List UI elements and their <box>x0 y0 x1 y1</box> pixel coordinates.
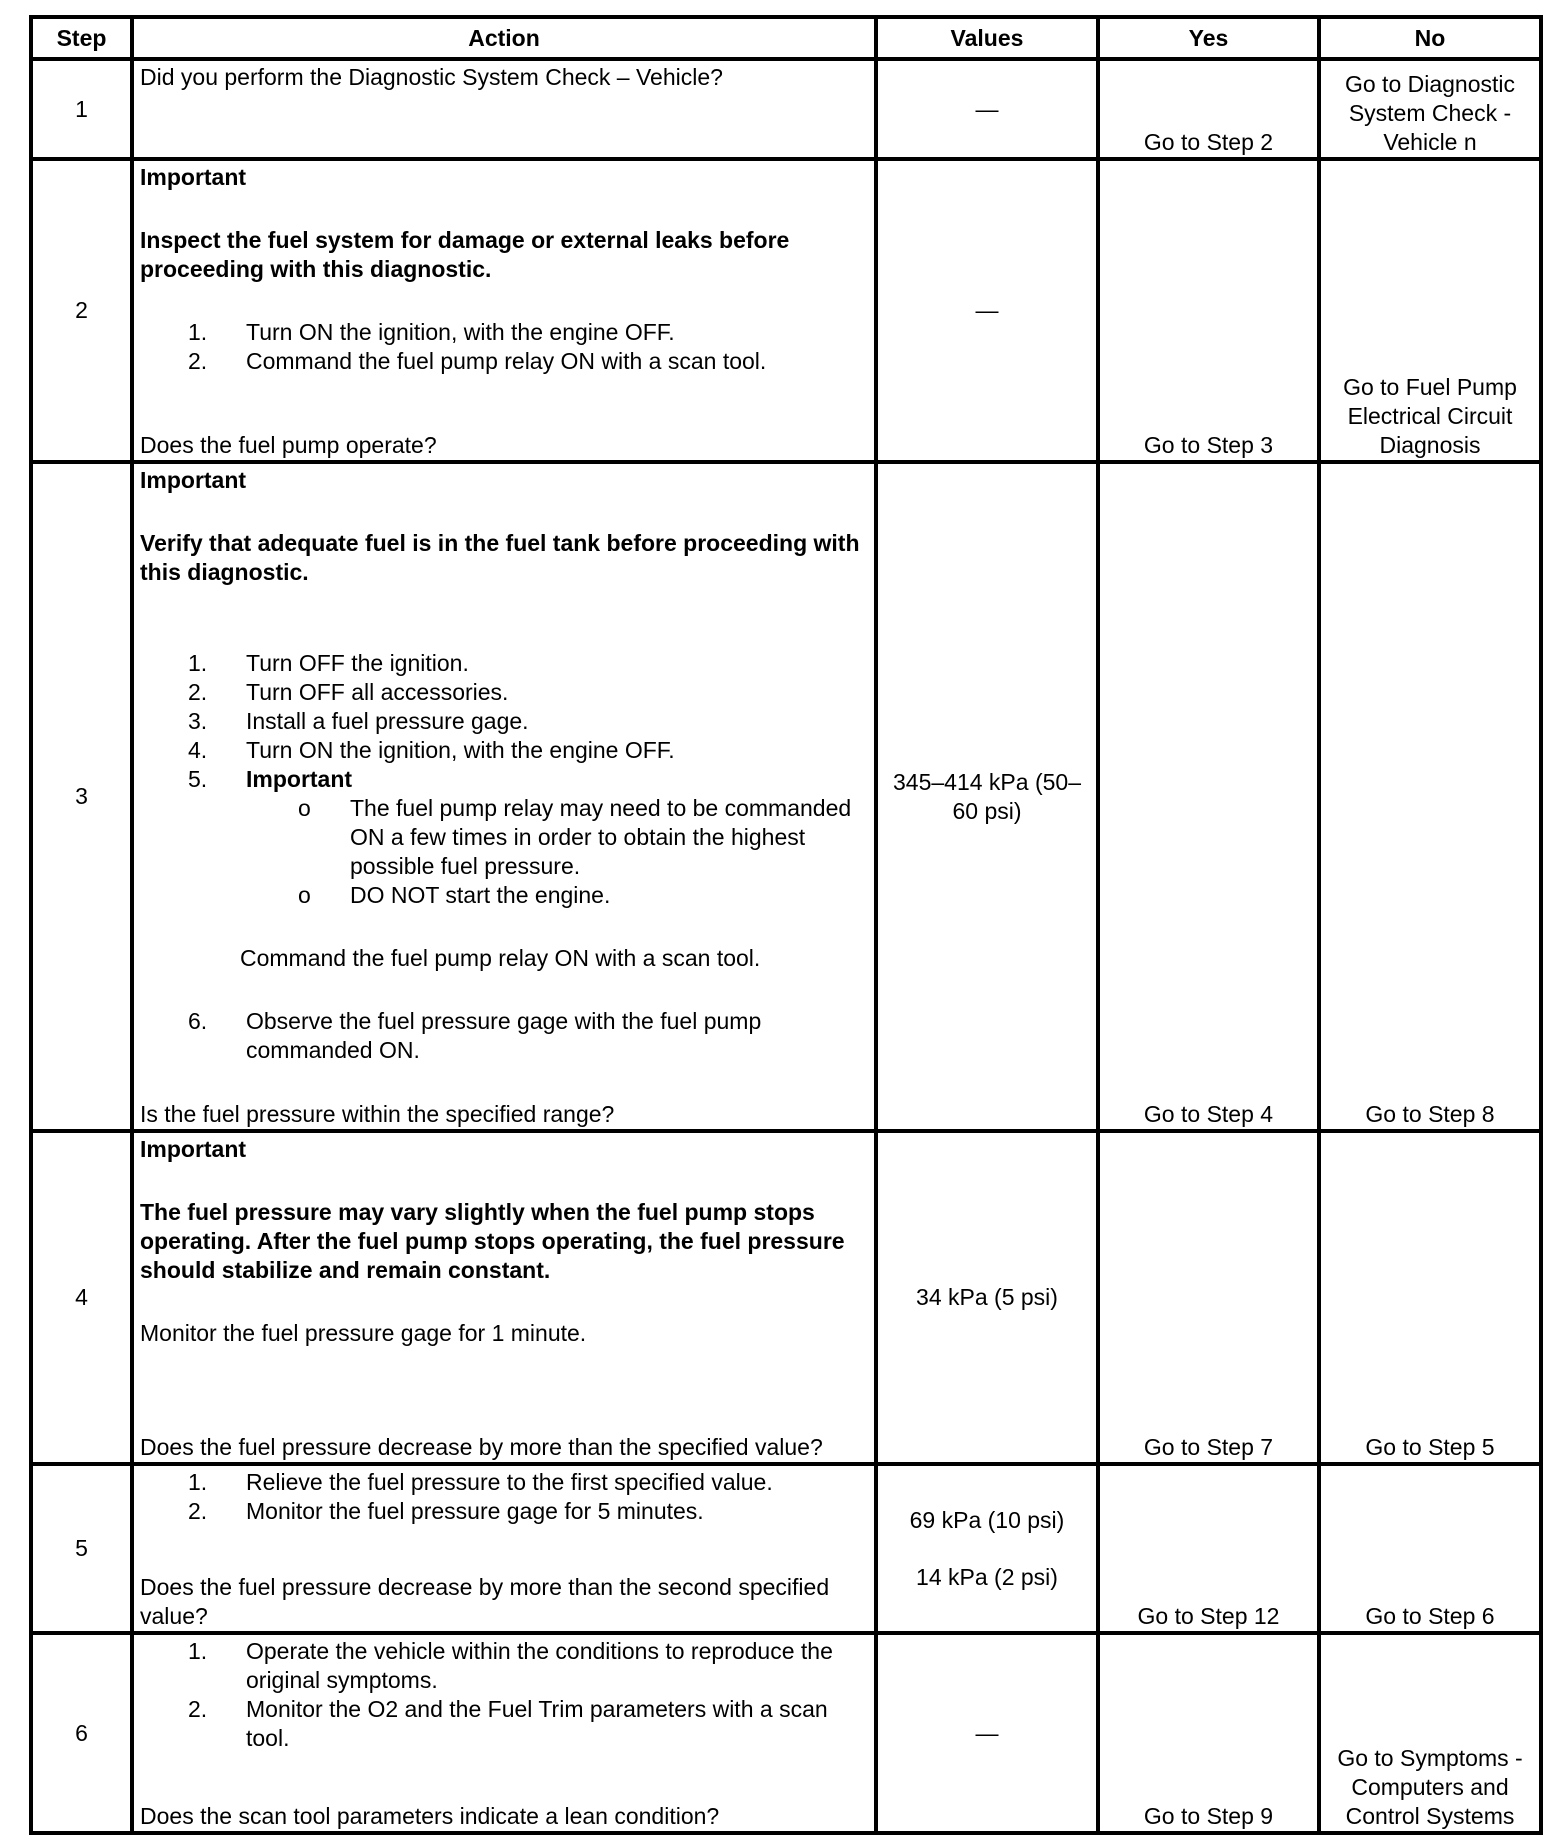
question-text: Does the fuel pump operate? <box>140 432 437 458</box>
header-action: Action <box>132 17 876 59</box>
no-cell <box>1319 59 1541 159</box>
value-text: 345–414 kPa (50–60 psi) <box>893 768 1081 824</box>
list-item <box>140 678 870 707</box>
yes-cell <box>1098 1131 1319 1464</box>
value-text: — <box>975 95 999 122</box>
list-item <box>140 1007 870 1065</box>
important-text: Inspect the fuel system for damage or external leaks before proceeding with this diagnostic. <box>140 227 790 282</box>
step-number: 6 <box>31 1633 132 1833</box>
value-text: 34 kPa (5 psi) <box>916 1284 1058 1310</box>
list-text: Observe the fuel pressure gage with the fuel pump commanded ON. <box>246 1008 762 1063</box>
step-number: 2 <box>31 159 132 462</box>
step-number: 4 <box>31 1131 132 1464</box>
yes-content <box>1100 1133 1317 1462</box>
action-content <box>134 1635 874 1831</box>
no-cell <box>1319 1131 1541 1464</box>
spacer <box>140 621 870 649</box>
yes-link[interactable]: Go to Step 7 <box>1143 1434 1274 1460</box>
table-row <box>31 1464 1541 1633</box>
spacer <box>140 284 870 318</box>
list-number: 6. <box>188 1008 208 1034</box>
values-cell <box>876 59 1098 159</box>
header-yes: Yes <box>1098 17 1319 59</box>
list-item <box>140 649 870 678</box>
list-number: 1. <box>188 1638 208 1664</box>
values-content <box>878 1133 1096 1462</box>
action-text: Command the fuel pump relay ON with a scan tool. <box>240 945 761 971</box>
spacer <box>140 910 870 944</box>
no-link[interactable]: Go to Step 6 <box>1365 1603 1495 1629</box>
yes-link[interactable]: Go to Step 2 <box>1143 129 1274 155</box>
important-text: Important <box>140 1136 247 1162</box>
yes-cell <box>1098 1633 1319 1833</box>
table-row <box>31 59 1541 159</box>
action-cell <box>132 462 876 1131</box>
values-cell <box>876 1464 1098 1633</box>
action-cell <box>132 59 876 159</box>
important-text: The fuel pressure may vary slightly when the fuel pump stops operating. After the fuel pump stops operating, the fuel pressure should stabilize and remain constant. <box>140 1199 845 1283</box>
important-text: Verify that adequate fuel is in the fuel tank before proceeding with this diagnostic. <box>140 530 860 585</box>
question-text: Does the fuel pressure decrease by more than the specified value? <box>140 1434 823 1460</box>
yes-link[interactable]: Go to Step 9 <box>1143 1803 1274 1829</box>
no-content <box>1321 1466 1539 1631</box>
question-text: Does the fuel pressure decrease by more than the second specified value? <box>140 1574 830 1629</box>
list-number: 2. <box>188 679 208 705</box>
action-cell <box>132 159 876 462</box>
action-text: Monitor the fuel pressure gage for 1 minute. <box>140 1320 587 1346</box>
list-item <box>140 1637 870 1695</box>
value-text: — <box>975 297 999 323</box>
action-content <box>134 1466 874 1631</box>
list-item <box>140 765 870 794</box>
list-item <box>140 1695 870 1753</box>
question-text: Did you perform the Diagnostic System Check – Vehicle? <box>140 64 723 90</box>
list-number: 2. <box>188 1498 208 1524</box>
values-content <box>878 464 1096 1129</box>
important-text: Important <box>140 164 247 190</box>
list-number: 2. <box>188 348 208 374</box>
spacer <box>140 973 870 1007</box>
action-content <box>134 161 874 460</box>
list-text: Turn OFF all accessories. <box>246 679 509 705</box>
no-link[interactable]: Go to Step 8 <box>1365 1101 1495 1127</box>
list-text: DO NOT start the engine. <box>350 882 611 908</box>
list-text: Turn ON the ignition, with the engine OFF. <box>246 737 675 763</box>
list-item <box>140 707 870 736</box>
value-text: — <box>975 1719 999 1746</box>
list-item <box>140 1468 870 1497</box>
action-cell <box>132 1464 876 1633</box>
question-text: Is the fuel pressure within the specified range? <box>140 1101 615 1127</box>
values-cell <box>876 462 1098 1131</box>
list-number: 1. <box>188 319 208 345</box>
list-text: Monitor the fuel pressure gage for 5 minutes. <box>246 1498 704 1524</box>
yes-link[interactable]: Go to Step 4 <box>1143 1101 1274 1127</box>
values-cell <box>876 1131 1098 1464</box>
yes-link[interactable]: Go to Step 3 <box>1143 432 1274 458</box>
no-content <box>1321 1133 1539 1462</box>
list-item <box>140 347 870 376</box>
spacer <box>140 1164 870 1198</box>
action-content <box>134 1133 874 1462</box>
yes-content <box>1100 61 1317 157</box>
yes-link[interactable]: Go to Step 12 <box>1137 1603 1280 1629</box>
list-number: 1. <box>188 1469 208 1495</box>
no-content <box>1321 61 1539 157</box>
header-no: No <box>1319 17 1541 59</box>
no-cell <box>1319 1464 1541 1633</box>
no-link[interactable]: Go to Symptoms - Computers and Control Systems <box>1337 1745 1523 1829</box>
step-number: 3 <box>31 462 132 1131</box>
spacer <box>140 587 870 621</box>
yes-content <box>1100 464 1317 1129</box>
spacer <box>140 192 870 226</box>
values-content <box>878 1466 1096 1631</box>
sub-list-item <box>140 881 870 910</box>
yes-cell <box>1098 159 1319 462</box>
diagnostic-table <box>29 15 1543 1835</box>
values-content <box>878 1635 1096 1831</box>
list-number: 5. <box>188 766 208 792</box>
spacer <box>140 495 870 529</box>
header-step: Step <box>31 17 132 59</box>
value-text: 69 kPa (10 psi) <box>909 1506 1065 1533</box>
yes-cell <box>1098 59 1319 159</box>
action-cell <box>132 1633 876 1833</box>
step-number: 5 <box>31 1464 132 1633</box>
no-link[interactable]: Go to Diagnostic System Check - Vehicle n <box>1344 71 1516 155</box>
yes-content <box>1100 161 1317 460</box>
table-row <box>31 1131 1541 1464</box>
table-row <box>31 1633 1541 1833</box>
sub-list-item <box>140 794 870 881</box>
important-text: Important <box>140 467 247 493</box>
no-content <box>1321 161 1539 460</box>
list-text: Relieve the fuel pressure to the first specified value. <box>246 1469 773 1495</box>
yes-content <box>1100 1466 1317 1631</box>
values-content <box>878 161 1096 460</box>
action-content <box>134 464 874 1129</box>
yes-content <box>1100 1635 1317 1831</box>
list-item <box>140 318 870 347</box>
bullet-icon: o <box>298 795 311 821</box>
no-cell <box>1319 462 1541 1131</box>
action-cell <box>132 1131 876 1464</box>
list-text: Turn ON the ignition, with the engine OFF. <box>246 319 675 345</box>
list-number: 3. <box>188 708 208 734</box>
list-number: 1. <box>188 650 208 676</box>
values-content <box>878 61 1096 157</box>
action-content <box>134 61 874 157</box>
yes-cell <box>1098 462 1319 1131</box>
values-cell <box>876 159 1098 462</box>
header-row <box>31 17 1541 59</box>
list-text: Important <box>246 766 353 792</box>
no-cell <box>1319 1633 1541 1833</box>
table-row <box>31 159 1541 462</box>
list-text: Command the fuel pump relay ON with a scan tool. <box>246 348 767 374</box>
step-number: 1 <box>31 59 132 159</box>
values-cell <box>876 1633 1098 1833</box>
list-item <box>140 1497 870 1526</box>
list-text: Operate the vehicle within the conditions to reproduce the original symptoms. <box>246 1638 833 1693</box>
no-content <box>1321 464 1539 1129</box>
yes-cell <box>1098 1464 1319 1633</box>
table-row <box>31 462 1541 1131</box>
no-content <box>1321 1635 1539 1831</box>
no-link[interactable]: Go to Fuel Pump Electrical Circuit Diagnosis <box>1343 374 1517 458</box>
list-number: 2. <box>188 1696 208 1722</box>
list-text: Monitor the O2 and the Fuel Trim parameters with a scan tool. <box>246 1696 828 1751</box>
list-text: Install a fuel pressure gage. <box>246 708 529 734</box>
list-item <box>140 736 870 765</box>
list-number: 4. <box>188 737 208 763</box>
list-text: Turn OFF the ignition. <box>246 650 469 676</box>
no-cell <box>1319 159 1541 462</box>
value-text: 14 kPa (2 psi) <box>916 1563 1058 1590</box>
question-text: Does the scan tool parameters indicate a lean condition? <box>140 1803 720 1829</box>
list-text: The fuel pump relay may need to be commanded ON a few times in order to obtain the highest possible fuel pressure. <box>350 795 852 879</box>
spacer <box>140 1285 870 1319</box>
header-values: Values <box>876 17 1098 59</box>
no-link[interactable]: Go to Step 5 <box>1365 1434 1495 1460</box>
bullet-icon: o <box>298 882 311 908</box>
